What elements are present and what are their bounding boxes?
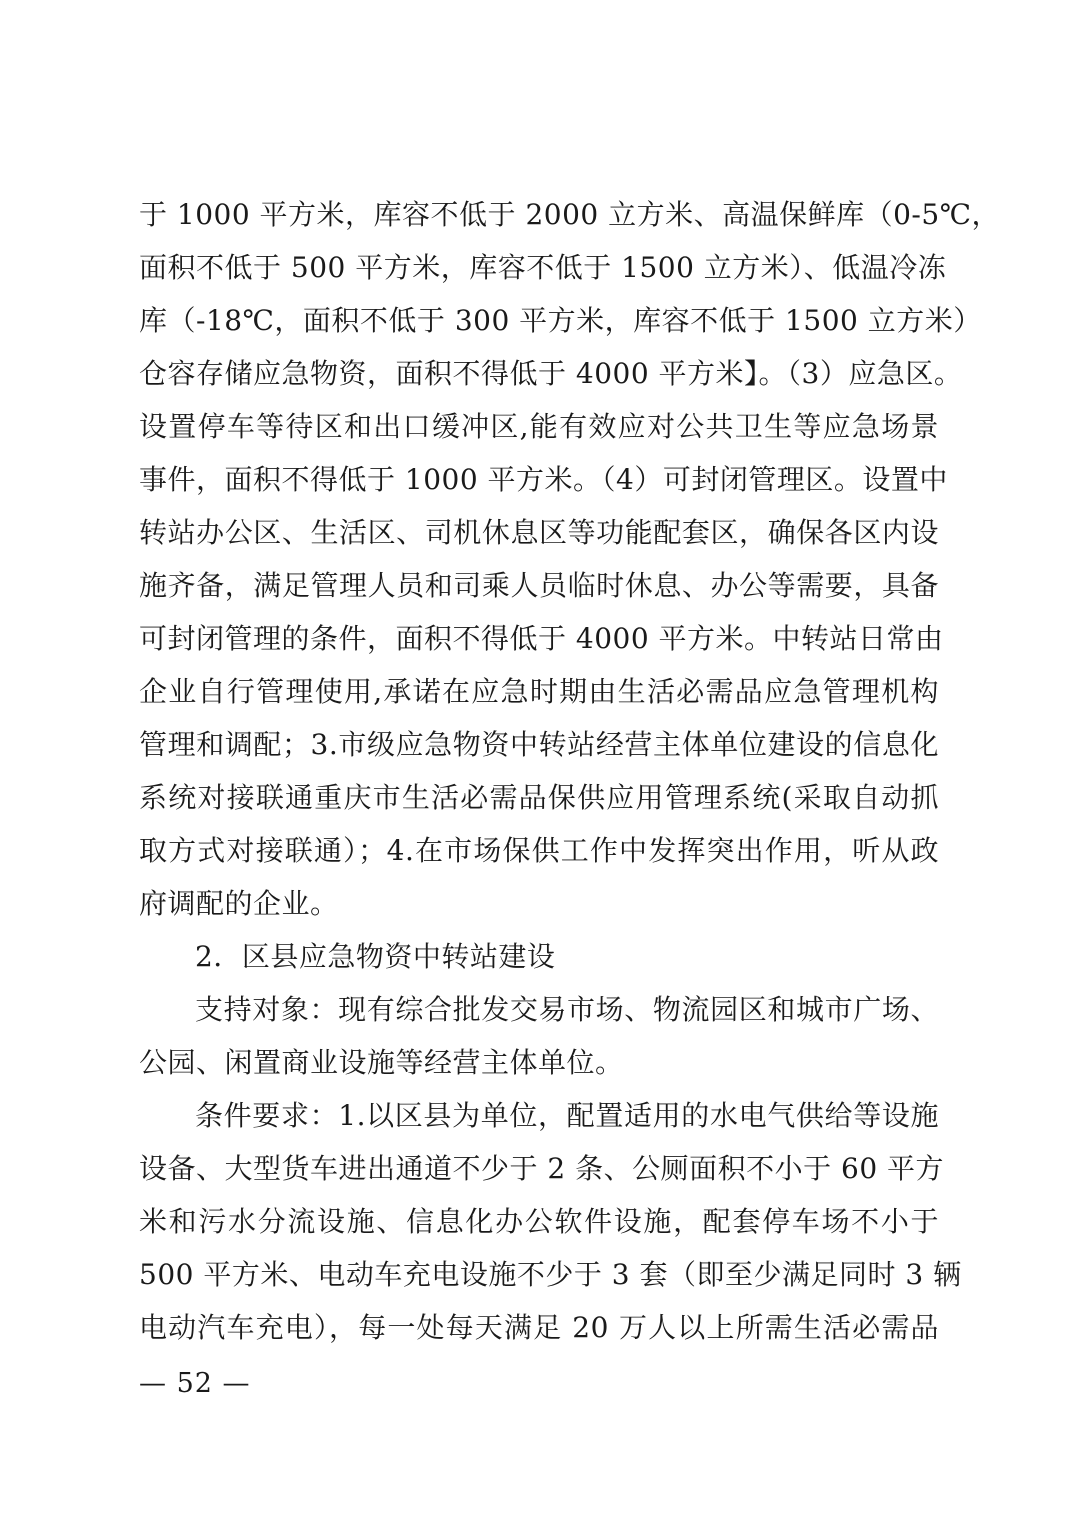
text-line: 于 1000 平方米，库容不低于 2000 立方米、高温保鲜库（0-5℃， — [139, 198, 1001, 231]
text-line: 条件要求：1.以区县为单位，配置适用的水电气供给等设施 — [195, 1099, 939, 1132]
text-line: 设备、大型货车进出通道不少于 2 条、公厕面积不小于 60 平方 — [139, 1152, 945, 1185]
text-line: 面积不低于 500 平方米，库容不低于 1500 立方米）、低温冷冻 — [139, 251, 947, 284]
text-line: 库（-18℃，面积不低于 300 平方米，库容不低于 1500 立方米） — [139, 304, 982, 337]
section-heading: 2．区县应急物资中转站建设 — [195, 940, 556, 973]
text-line: 可封闭管理的条件，面积不得低于 4000 平方米。中转站日常由 — [139, 622, 944, 655]
body-text — [139, 188, 1001, 1354]
text-line: 施齐备，满足管理人员和司乘人员临时休息、办公等需要，具备 — [139, 569, 939, 602]
page-number: — 52 — — [139, 1368, 251, 1399]
text-line: 支持对象：现有综合批发交易市场、物流园区和城市广场、 — [195, 993, 939, 1026]
text-line: 米和污水分流设施、信息化办公软件设施，配套停车场不小于 — [139, 1205, 939, 1238]
text-line: 仓容存储应急物资，面积不得低于 4000 平方米】。（3）应急区。 — [139, 357, 963, 390]
text-line: 取方式对接联通）；4.在市场保供工作中发挥突出作用，听从政 — [139, 834, 939, 867]
text-line: 设置停车等待区和出口缓冲区,能有效应对公共卫生等应急场景 — [139, 410, 939, 443]
text-line: 府调配的企业。 — [139, 887, 339, 920]
text-line: 电动汽车充电），每一处每天满足 20 万人以上所需生活必需品 — [139, 1311, 939, 1344]
text-line: 公园、闲置商业设施等经营主体单位。 — [139, 1046, 624, 1079]
text-line: 系统对接联通重庆市生活必需品保供应用管理系统(采取自动抓 — [139, 781, 939, 814]
text-line: 转站办公区、生活区、司机休息区等功能配套区，确保各区内设 — [139, 516, 939, 549]
text-line: 企业自行管理使用,承诺在应急时期由生活必需品应急管理机构 — [139, 675, 939, 708]
text-line: 管理和调配；3.市级应急物资中转站经营主体单位建设的信息化 — [139, 728, 939, 761]
text-line: 500 平方米、电动车充电设施不少于 3 套（即至少满足同时 3 辆 — [139, 1258, 962, 1291]
text-line: 事件，面积不得低于 1000 平方米。（4）可封闭管理区。设置中 — [139, 463, 948, 496]
